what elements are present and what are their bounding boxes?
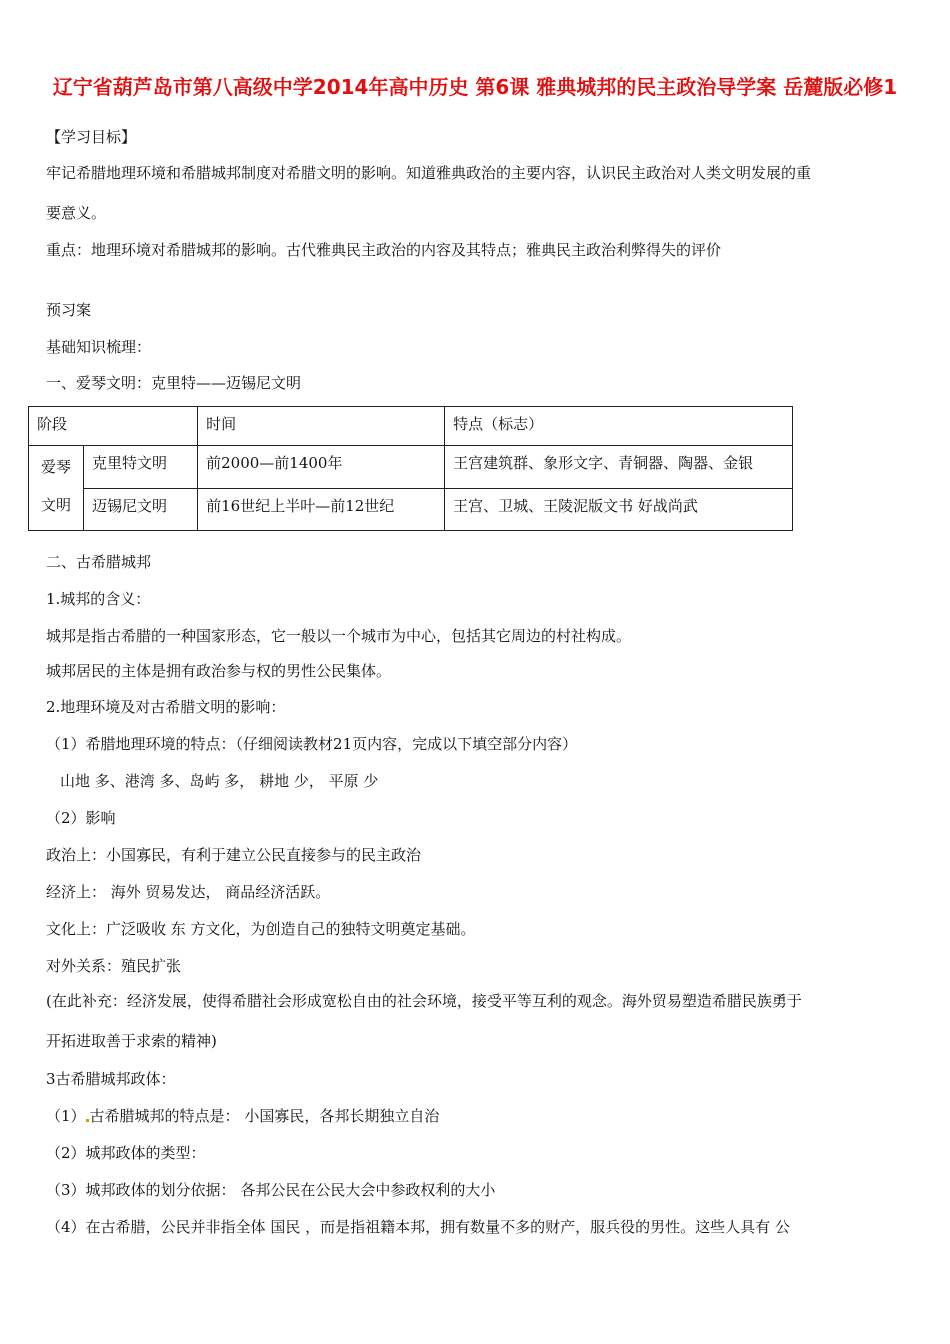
merged-stage-label-2: 文明 xyxy=(40,496,71,514)
table-cell-features: 王宫建筑群、象形文字、青铜器、陶器、金银 xyxy=(445,446,793,489)
polity-header: 3古希腊城邦政体： xyxy=(46,1070,176,1088)
table-header-row xyxy=(29,407,793,446)
supplement-2: 开拓进取善于求索的精神) xyxy=(46,1032,217,1050)
marker-dot xyxy=(86,1119,89,1122)
polity-item-3: （3）城邦政体的划分依据： 各邦公民在公民大会中参政权利的大小 xyxy=(46,1181,496,1199)
merged-stage-label-1: 爱琴 xyxy=(40,458,71,476)
table-cell-name: 迈锡尼文明 xyxy=(84,488,198,531)
polity-item-1-prefix: （1） xyxy=(46,1107,86,1125)
table-cell-time: 前16世纪上半叶—前12世纪 xyxy=(198,488,445,531)
preview-heading: 预习案 xyxy=(46,301,92,319)
objective-text-1: 牢记希腊地理环境和希腊城邦制度对希腊文明的影响。知道雅典政治的主要内容，认识民主政治对人类文明发展的重 xyxy=(46,164,812,182)
aegean-civilization-table xyxy=(28,406,793,531)
table-cell-time: 前2000—前1400年 xyxy=(198,446,445,489)
table-cell-features: 王宫、卫城、王陵泥版文书 好战尚武 xyxy=(445,488,793,531)
table-header-cell: 时间 xyxy=(198,407,445,446)
table-row xyxy=(29,488,793,531)
polis-definition-b: 城邦居民的主体是拥有政治参与权的男性公民集体。 xyxy=(46,662,392,680)
influence-external: 对外关系：殖民扩张 xyxy=(46,957,182,975)
influence-header: （2）影响 xyxy=(46,809,116,827)
table-cell-name: 克里特文明 xyxy=(84,446,198,489)
geography-features: （1）希腊地理环境的特点：（仔细阅读教材21页内容，完成以下填空部分内容） xyxy=(46,735,578,753)
table-row xyxy=(29,446,793,489)
objective-header: 【学习目标】 xyxy=(46,128,137,146)
objective-text-2: 要意义。 xyxy=(46,204,107,222)
polis-definition-a: 城邦是指古希腊的一种国家形态，它一般以一个城市为中心，包括其它周边的村社构成。 xyxy=(46,627,632,645)
section-2-heading: 二、古希腊城邦 xyxy=(46,553,152,571)
document-title: 辽宁省葫芦岛市第八高级中学2014年高中历史 第6课 雅典城邦的民主政治导学案 岳麓版必修1 xyxy=(52,75,898,99)
influence-economy: 经济上： 海外 贸易发达， 商品经济活跃。 xyxy=(46,883,331,901)
basics-heading: 基础知识梳理： xyxy=(46,338,152,356)
geography-header: 2.地理环境及对古希腊文明的影响： xyxy=(46,698,286,716)
geography-fill-in: 山地 多、港湾 多、岛屿 多， 耕地 少， 平原 少 xyxy=(60,772,379,790)
polity-item-2: （2）城邦政体的类型： xyxy=(46,1144,206,1162)
table-header-cell: 阶段 xyxy=(29,407,198,446)
polity-item-1-text: 古希腊城邦的特点是： 小国寡民，各邦长期独立自治 xyxy=(89,1107,440,1125)
polity-item-4: （4）在古希腊，公民并非指全体 国民 ，而是指祖籍本邦，拥有数量不多的财产，服兵役的男性。这些人具有 公 xyxy=(46,1218,790,1236)
polis-definition-header: 1.城邦的含义： xyxy=(46,590,151,608)
influence-culture: 文化上：广泛吸收 东 方文化，为创造自己的独特文明奠定基础。 xyxy=(46,920,476,938)
supplement-1: (在此补充：经济发展，使得希腊社会形成宽松自由的社会环境，接受平等互利的观念。海外贸易塑造希腊民族勇于 xyxy=(46,992,802,1010)
table-header-cell: 特点（标志） xyxy=(445,407,793,446)
section-1-heading: 一、爱琴文明：克里特——迈锡尼文明 xyxy=(46,374,302,392)
merged-stage-cell xyxy=(29,446,84,531)
polity-item-1 xyxy=(46,1106,439,1126)
influence-politics: 政治上：小国寡民，有利于建立公民直接参与的民主政治 xyxy=(46,846,422,864)
key-points: 重点：地理环境对希腊城邦的影响。古代雅典民主政治的内容及其特点；雅典民主政治利弊得失的评价 xyxy=(46,241,722,259)
